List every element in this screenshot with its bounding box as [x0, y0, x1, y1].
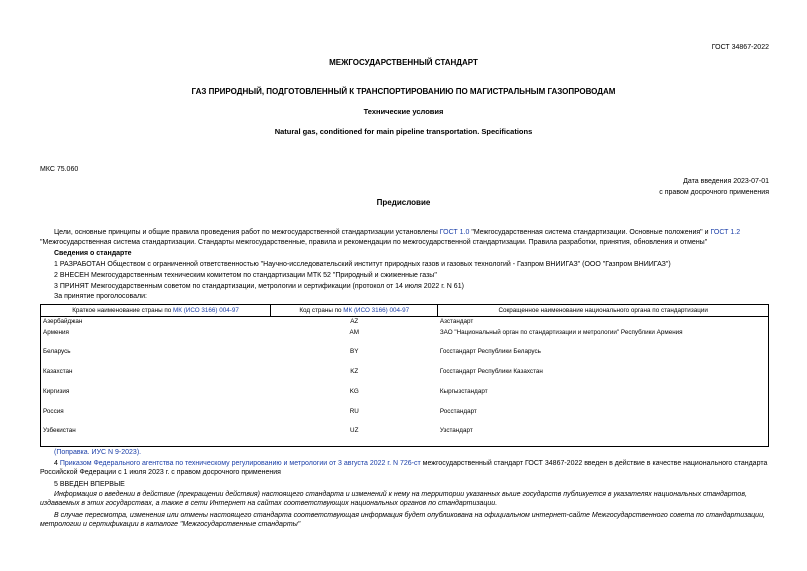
- code-cell: AZ: [350, 318, 359, 325]
- item-2: 2 ВНЕСЕН Межгосударственным техническим комитетом по стандартизации МТК 52 "Природный и сжиженные газы": [54, 272, 437, 279]
- code-cell: RU: [349, 407, 359, 415]
- body-cell: Госстандарт Республики Беларусь: [439, 348, 541, 356]
- intro-date: Дата введения 2023-07-01: [683, 178, 769, 185]
- item-4-number: 4: [54, 460, 60, 467]
- preface-heading: Предисловие: [376, 198, 431, 207]
- code-cell: KZ: [350, 368, 359, 376]
- item-1: 1 РАЗРАБОТАН Обществом с ограниченной ответственностью "Научно-исследовательский институт природных газов и газовых технологий - Газпром ВНИИГАЗ" (ООО "Газпром ВНИИГАЗ"): [54, 261, 671, 268]
- country-cell: Россия: [43, 407, 64, 415]
- country-cell: Киргизия: [43, 387, 70, 395]
- body-cell: Росстандарт: [439, 407, 477, 415]
- item-4: [40, 460, 771, 478]
- document-title: ГАЗ ПРИРОДНЫЙ, ПОДГОТОВЛЕННЫЙ К ТРАНСПОРТИРОВАНИЮ ПО МАГИСТРАЛЬНЫМ ГАЗОПРОВОДАМ: [191, 87, 616, 96]
- header-country: Краткое наименование страны по МК (ИСО 3166) 004-97: [41, 305, 271, 317]
- mks-code: МКС 75.060: [40, 166, 79, 173]
- body-cell: Азстандарт: [439, 318, 474, 325]
- country-cell: Азербайджан: [43, 318, 83, 325]
- amendment-link[interactable]: (Поправка. ИУС N 9-2023).: [54, 449, 142, 456]
- preface-text-2: "Межгосударственная система стандартизации. Основные положения" и: [469, 229, 711, 236]
- table-row: [41, 387, 769, 407]
- table-header-row: [41, 305, 769, 317]
- country-cell: Казахстан: [43, 368, 73, 376]
- code-cell: KG: [349, 387, 359, 395]
- code-cell: UZ: [350, 427, 359, 435]
- order-726-link[interactable]: Приказом Федерального агентства по техническому регулированию и метрологии от 3 августа 2022 г. N 726-ст: [59, 460, 421, 467]
- code-cell: AM: [349, 328, 359, 336]
- voted-label: За принятие проголосовали:: [54, 293, 147, 300]
- gost-1-0-link[interactable]: ГОСТ 1.0: [439, 229, 470, 236]
- preface-text-1: Цели, основные принципы и общие правила проведения работ по межгосударственной стандартизации установлены: [54, 229, 440, 236]
- table-row: [41, 407, 769, 427]
- header-code: Код страны по МК (ИСО 3166) 004-97: [271, 305, 438, 317]
- countries-table: [40, 304, 769, 447]
- table-row: [41, 317, 769, 328]
- gost-1-2-link[interactable]: ГОСТ 1.2: [710, 229, 741, 236]
- item-3: 3 ПРИНЯТ Межгосударственным советом по стандартизации, метрологии и сертификации (протокол от 14 июля 2022 г. N 61): [54, 283, 464, 290]
- gost-code: ГОСТ 34867-2022: [711, 44, 769, 51]
- preface-text-3: "Межгосударственная система стандартизации. Стандарты межгосударственные, правила и рекомендации по межгосударственной стандартизации. Правила разработки, принятия, обновления и отмены": [40, 239, 708, 246]
- body-cell: ЗАО "Национальный орган по стандартизации и метрологии" Республики Армения: [439, 328, 683, 336]
- body-cell: Госстандарт Республики Казахстан: [439, 368, 543, 376]
- info-heading: Сведения о стандарте: [54, 250, 132, 257]
- item-4-text: межгосударственный стандарт ГОСТ 34867-2022 введен в действие в качестве национального стандарта Российской Федерации с 1 июля 2023 г. с правом досрочного применения: [40, 460, 768, 476]
- preface-paragraph: [40, 229, 771, 238]
- mk-iso-link-2[interactable]: МК (ИСО 3166) 004-97: [343, 306, 410, 314]
- body-cell: Узстандарт: [439, 427, 473, 435]
- country-cell: Армения: [43, 328, 69, 336]
- early-use-note: с правом досрочного применения: [659, 189, 769, 196]
- body-cell: Кыргызстандарт: [439, 387, 488, 395]
- table-row: [41, 367, 769, 387]
- document-subtitle: Технические условия: [363, 107, 444, 116]
- document-title-en: Natural gas, conditioned for main pipeline transportation. Specifications: [274, 127, 533, 136]
- table-row: [41, 328, 769, 348]
- country-cell: Беларусь: [43, 348, 71, 356]
- note-2: В случае пересмотра, изменения или отмены настоящего стандарта соответствующая информация будет опубликована на официальном интернет-сайте Межгосударственного совета по стандартизации, метрологии и сертификации в каталоге "Межгосударственные стандарты": [40, 512, 765, 528]
- item-5: 5 ВВЕДЕН ВПЕРВЫЕ: [54, 481, 125, 488]
- header-body: Сокращенное наименование национального органа по стандартизации: [438, 305, 769, 317]
- note-1: Информация о введении в действие (прекращении действия) настоящего стандарта и изменений к нему на территории указанных выше государств публикуется в указателях национальных стандартов, издаваемых в этих государствах, а также в сети Интернет на сайтах соответствующих национальных органов по стандартизации.: [40, 491, 747, 507]
- mk-iso-link-1[interactable]: МК (ИСО 3166) 004-97: [173, 306, 239, 314]
- standard-type: МЕЖГОСУДАРСТВЕННЫЙ СТАНДАРТ: [329, 58, 478, 67]
- table-row: [41, 347, 769, 367]
- table-row: [41, 426, 769, 446]
- code-cell: BY: [350, 348, 359, 356]
- country-cell: Узбекистан: [43, 427, 76, 435]
